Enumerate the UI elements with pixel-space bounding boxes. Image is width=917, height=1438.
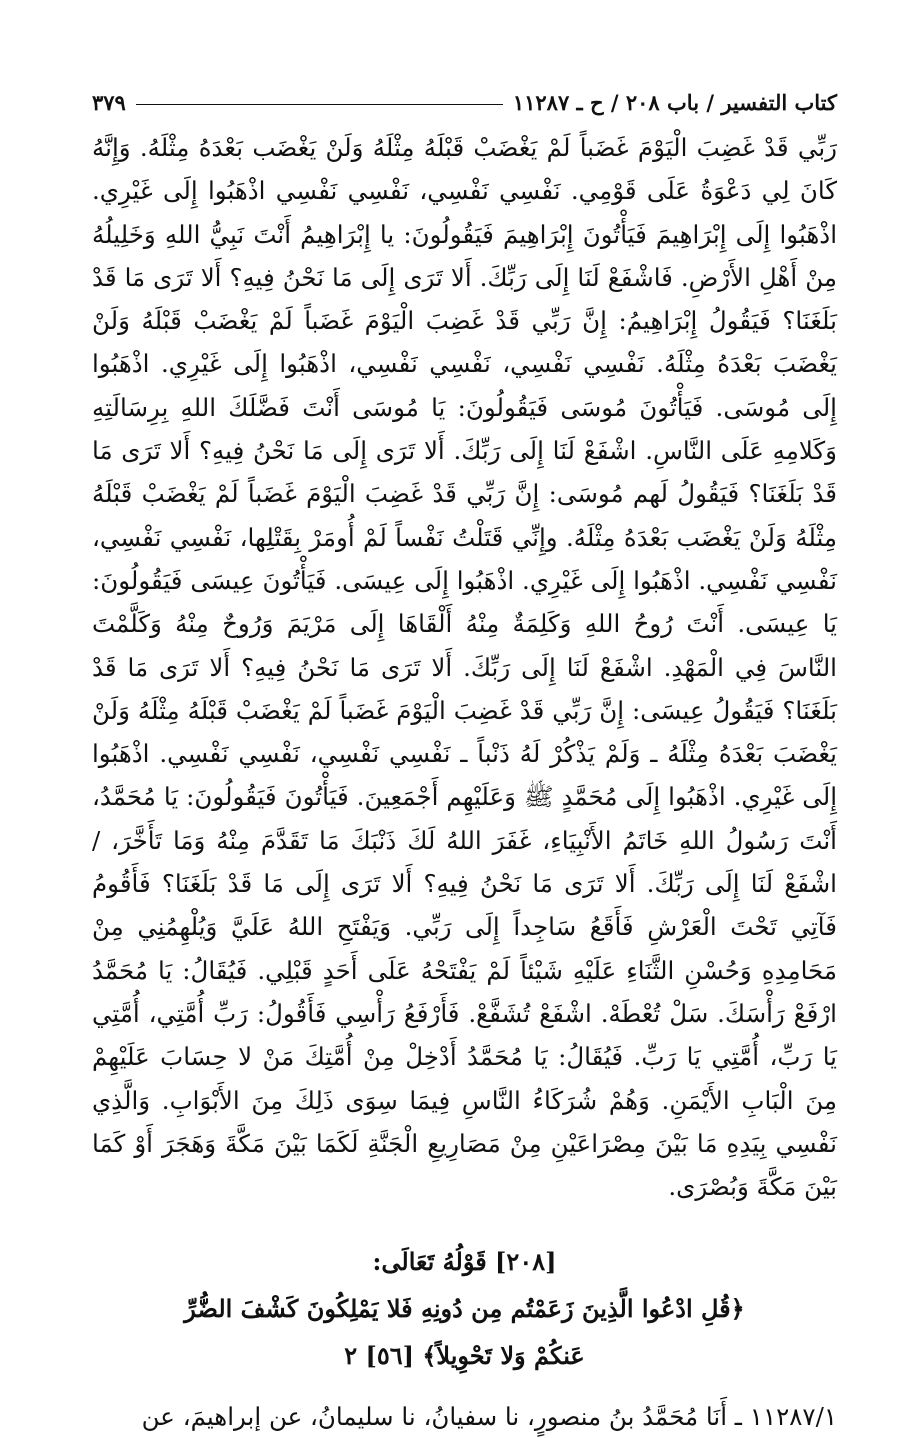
quran-verse-line-1: ﴿قُلِ ادْعُوا الَّذِينَ زَعَمْتُم مِن دُونِهِ فَلا يَمْلِكُونَ كَشْفَ الضُّرِّ (184, 1294, 745, 1324)
hadith-paragraph: رَبِّي قَدْ غَضِبَ الْيَوْمَ غَضَباً لَمْ يَغْضَبْ قَبْلَهُ مِثْلَهُ وَلَنْ يَغْضَب بَعْدَهُ مِثْلَهُ. وَإِنَّهُ كَانَ لِي دَعْوَةُ عَلَى قَوْمِي. نَفْسِي نَفْسِي، نَفْسِي نَفْسِي اذْهَبُوا إِلَى غَيْرِي. اذْهَبُوا إِلَى إِبْرَاهِيمَ فَيَأْتُونَ إِبْرَاهِيمَ فَيَقُولُونَ: يا إِبْرَاهِيمُ أَنْتَ نَبِيُّ اللهِ وَخَلِيلُهُ مِنْ أَهْلِ الأَرْضِ. فَاشْفَعْ لَنَا إِلَى رَبِّكَ. أَلا تَرَى إِلَى مَا نَحْنُ فِيهِ؟ أَلا تَرَى مَا قَدْ بَلَغَنَا؟ فَيَقُولُ إِبْرَاهِيمُ: إِنَّ رَبِّي قَدْ غَضِبَ الْيَوْمَ غَضَباً لَمْ يَغْضَبْ قَبْلَهُ وَلَنْ يَغْضَبَ بَعْدَهُ مِثْلَهُ. نَفْسِي نَفْسِي، نَفْسِي نَفْسِي، اذْهَبُوا إِلَى غَيْرِي. اذْهَبُوا إِلَى مُوسَى. فَيَأْتُونَ مُوسَى فَيَقُولُونَ: يَا مُوسَى أَنْتَ فَضَّلَكَ اللهِ بِرِسَالَتِهِ وَكَلامِهِ عَلَى النَّاسِ. اشْفَعْ لَنَا إِلَى رَبِّكَ. أَلا تَرَى إِلَى مَا نَحْنُ فِيهِ؟ أَلا تَرَى مَا قَدْ بَلَغَنَا؟ فَيَقُولُ لَهم مُوسَى: إِنَّ رَبِّي قَدْ غَضِبَ الْيَوْمَ غَضَباً لَمْ يَغْضَبْ قَبْلَهُ مِثْلَهُ وَلَنْ يَغْضَب بَعْدَهُ مِثْلَهُ. وإِنِّي قَتَلْتُ نَفْساً لَمْ أُومَرْ بِقَتْلِها، نَفْسِي نَفْسِي، نَفْسِي نَفْسِي. اذْهَبُوا إِلَى غَيْرِي. اذْهَبُوا إِلَى عِيسَى. فَيَأْتُونَ عِيسَى فَيَقُولُونَ: يَا عِيسَى. أَنْتَ رُوحُ اللهِ وَكَلِمَةٌ مِنْهُ أَلْقَاهَا إِلَى مَرْيَمَ وَرُوحٌ مِنْهُ وَكَلَّمْتَ النَّاسَ فِي الْمَهْدِ. اشْفَعْ لَنَا إِلَى رَبِّكَ. أَلا تَرَى مَا نَحْنُ فِيهِ؟ أَلا تَرَى مَا قَدْ بَلَغَنَا؟ فَيَقُولُ عِيسَى: إِنَّ رَبِّي قَدْ غَضِبَ الْيَوْمَ غَضَباً لَمْ يَغْضَبْ قَبْلَهُ مِثْلَهُ وَلَنْ يَغْضَبَ بَعْدَهُ مِثْلَهُ ـ وَلَمْ يَذْكُرْ لَهُ ذَنْباً ـ نَفْسِي نَفْسِي، نَفْسِي نَفْسِي. اذْهَبُوا إِلَى غَيْرِي. اذْهَبُوا إِلَى مُحَمَّدٍ ﷺ وَعَلَيْهِم أَجْمَعِينَ. فَيَأْتُونَ فَيَقُولُونَ: يَا مُحَمَّدُ، أَنْتَ رَسُولُ اللهِ خَاتَمُ الأَنْبِيَاءِ، غَفَرَ اللهُ لَكَ ذَنْبَكَ مَا تَقَدَّمَ مِنْهُ وَمَا تَأَخَّرَ، /اشْفَعْ لَنَا إِلَى رَبِّكَ. أَلا تَرَى مَا نَحْنُ فِيهِ؟ أَلا تَرَى إِلَى مَا قَدْ بَلَغَنَا؟ فَأَقُومُ فَآتِي تَحْتَ الْعَرْشِ فَأَقَعُ سَاجِداً إِلَى رَبِّي. وَيَفْتَحِ اللهُ عَلَيَّ وَيُلْهِمُنِي مِنْ مَحَامِدِهِ وَحُسْنِ الثَّنَاءِ عَلَيْهِ شَيْئاً لَمْ يَفْتَحْهُ عَلَى أَحَدٍ قَبْلِي. فَيُقَالُ: يَا مُحَمَّدُ ارْفَعْ رَأْسَكَ. سَلْ تُعْطَهْ. اشْفَعْ تُشَفَّعْ. فَأَرْفَعُ رَأْسِي فَأَقُولُ: رَبِّ أُمَّتِي، أُمَّتِي يَا رَبِّ، أُمَّتِي يَا رَبِّ. فَيُقَالُ: يَا مُحَمَّدُ أَدْخِلْ مِنْ أُمَّتِكَ مَنْ لا حِسَابَ عَلَيْهِمْ مِنَ الْبَابِ الأَيْمَنِ. وَهُمْ شُرَكَاءُ النَّاسِ فِيمَا سِوَى ذَلِكَ مِنَ الأَبْوَابِ. وَالَّذِي نَفْسِي بِيَدِهِ مَا بَيْنَ مِصْرَاعَيْنِ مِنْ مَصَارِيعِ الْجَنَّةِ لَكَمَا بَيْنَ مَكَّةَ وَهَجَرَ أَوْ كَمَا بَيْنَ مَكَّةَ وَبُصْرَى. (92, 133, 837, 1202)
chapter-title: كتاب التفسير / باب ٢٠٨ / ح ـ ١١٢٨٧ (512, 89, 837, 115)
section-heading: [٢٠٨] قَوْلُهُ تَعَالَى: (372, 1247, 557, 1277)
section-208 (92, 1238, 837, 1379)
main-text (92, 126, 837, 1208)
verse-reference: [٥٦] ٢ (344, 1341, 414, 1371)
running-header (92, 82, 837, 122)
page-number: ٣٧٩ (92, 89, 126, 115)
quran-verse-line-2 (92, 1332, 837, 1379)
next-hadith (92, 1395, 837, 1438)
hadith-text: ١١٢٨٧/١ ـ أَنَا مُحَمَّدُ بنُ منصورٍ، نا سفيانُ، نا سليمانُ، عن إبراهيمَ، عن (141, 1402, 837, 1432)
quran-verse-line-2-text: عَنكُمْ وَلا تَحْوِيلاً﴾ (422, 1341, 585, 1371)
header-rule (136, 104, 503, 105)
book-page (92, 82, 837, 1438)
